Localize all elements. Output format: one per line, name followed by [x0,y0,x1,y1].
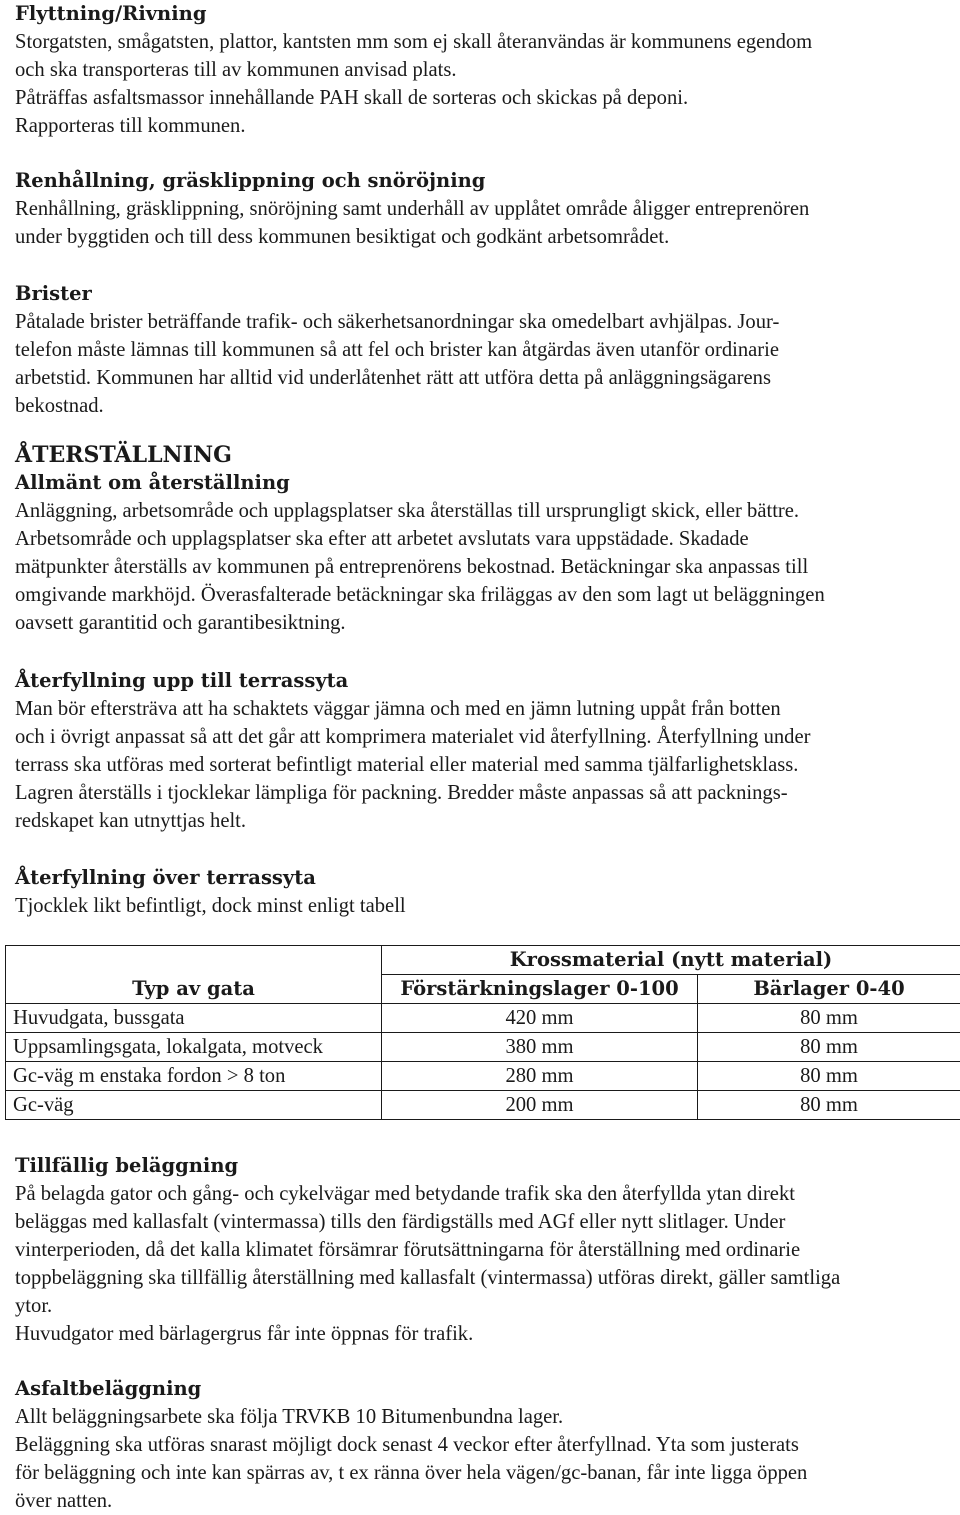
paragraph-line: och ska transporteras till av kommunen anvisad plats. [15,56,955,84]
paragraph-line: Huvudgator med bärlagergrus får inte öppnas för trafik. [15,1320,955,1348]
reinforcement-layer-cell: 200 mm [382,1091,698,1120]
section-flyttning [15,0,955,140]
paragraph-line: Renhållning, gräsklippning, snöröjning samt underhåll av upplåtet område åligger entreprenören [15,195,955,223]
table-group-header-row [6,946,960,975]
table-row [6,1091,960,1120]
section-brister [15,280,955,420]
paragraph-line: Anläggning, arbetsområde och upplagsplatser ska återställas till ursprungligt skick, eller bättre. [15,497,955,525]
street-type-cell: Gc-väg m enstaka fordon > 8 ton [6,1062,382,1091]
paragraph-line: Storgatsten, smågatsten, plattor, kantsten mm som ej skall återanvändas är kommunens egendom [15,28,955,56]
column-header: Förstärkningslager 0-100 [382,975,698,1004]
paragraph-line: över natten. [15,1487,955,1515]
paragraph-line: omgivande markhöjd. Överasfalterade betäckningar ska friläggas av den som lagt ut beläggningen [15,581,955,609]
table-row [6,1033,960,1062]
section-heading: Tillfällig beläggning [15,1152,955,1180]
paragraph-line: mätpunkter återställs av kommunen på entreprenörens bekostnad. Betäckningar ska anpassas till [15,553,955,581]
section-renhallning [15,167,955,251]
paragraph-line: redskapet kan utnyttjas helt. [15,807,955,835]
base-layer-cell: 80 mm [698,1091,960,1120]
paragraph-line: toppbeläggning ska tillfällig återställning med kallasfalt (vintermassa) utföras direkt, gäller samtliga [15,1264,955,1292]
reinforcement-layer-cell: 380 mm [382,1033,698,1062]
section-tillfallig-belaggning [15,1152,955,1348]
paragraph-line: för beläggning och inte kan spärras av, t ex ränna över hela vägen/gc-banan, får inte ligga öppen [15,1459,955,1487]
paragraph-line: arbetstid. Kommunen har alltid vid underlåtenhet rätt att utföra detta på anläggningsägarens [15,364,955,392]
base-layer-cell: 80 mm [698,1062,960,1091]
section-aterfyllning-upp [15,667,955,835]
paragraph-line: beläggas med kallasfalt (vintermassa) tills den färdigställs med AGf eller nytt slitlager. Under [15,1208,955,1236]
paragraph-line: vinterperioden, då det kalla klimatet försämrar förutsättningarna för återställning med ordinarie [15,1236,955,1264]
paragraph-line: oavsett garantitid och garantibesiktning. [15,609,955,637]
street-type-cell: Uppsamlingsgata, lokalgata, motveck [6,1033,382,1062]
base-layer-cell: 80 mm [698,1033,960,1062]
table-row [6,1062,960,1091]
paragraph-line: På belagda gator och gång- och cykelvägar med betydande trafik ska den återfyllda ytan direkt [15,1180,955,1208]
table-empty-cell [6,946,382,975]
paragraph-line: bekostnad. [15,392,955,420]
paragraph-line: Arbetsområde och upplagsplatser ska efter att arbetet avslutats vara uppstädade. Skadade [15,525,955,553]
street-type-cell: Huvudgata, bussgata [6,1004,382,1033]
paragraph-line: Rapporteras till kommunen. [15,112,955,140]
column-header: Typ av gata [6,975,382,1004]
section-heading: Flyttning/Rivning [15,0,955,28]
section-heading: Asfaltbeläggning [15,1375,955,1403]
paragraph-line: telefon måste lämnas till kommunen så att fel och brister kan åtgärdas även utanför ordinarie [15,336,955,364]
section-heading: Allmänt om återställning [15,469,955,497]
paragraph-line: Lagren återställs i tjocklekar lämpliga för packning. Bredder måste anpassas så att packnings- [15,779,955,807]
paragraph-line: Man bör eftersträva att ha schaktets väggar jämna och med en jämn lutning uppåt från botten [15,695,955,723]
paragraph-line: och i övrigt anpassat så att det går att komprimera materialet vid återfyllning. Återfyllning under [15,723,955,751]
paragraph-line: under byggtiden och till dess kommunen besiktigat och godkänt arbetsområdet. [15,223,955,251]
street-type-cell: Gc-väg [6,1091,382,1120]
paragraph-line: Allt beläggningsarbete ska följa TRVKB 10 Bitumenbundna lager. [15,1403,955,1431]
paragraph-line: Tjocklek likt befintligt, dock minst enligt tabell [15,892,955,920]
material-thickness-table [5,945,960,1120]
reinforcement-layer-cell: 420 mm [382,1004,698,1033]
section-heading: Renhållning, gräsklippning och snöröjning [15,167,955,195]
paragraph-line: Påträffas asfaltsmassor innehållande PAH skall de sorteras och skickas på deponi. [15,84,955,112]
section-aterstallning [15,441,955,637]
group-header-cell: Krossmaterial (nytt material) [382,946,960,975]
section-aterfyllning-over [15,864,955,920]
column-header: Bärlager 0-40 [698,975,960,1004]
base-layer-cell: 80 mm [698,1004,960,1033]
table-row [6,1004,960,1033]
section-heading: Brister [15,280,955,308]
section-asfaltbelaggning [15,1375,955,1515]
chapter-title: ÅTERSTÄLLNING [15,441,955,469]
section-heading: Återfyllning upp till terrassyta [15,667,955,695]
paragraph-line: terrass ska utföras med sorterat befintligt material eller material med samma tjälfarlighetsklass. [15,751,955,779]
paragraph-line: Påtalade brister beträffande trafik- och säkerhetsanordningar ska omedelbart avhjälpas. Jour- [15,308,955,336]
paragraph-line: Beläggning ska utföras snarast möjligt dock senast 4 veckor efter återfyllnad. Yta som justerats [15,1431,955,1459]
section-heading: Återfyllning över terrassyta [15,864,955,892]
paragraph-line: ytor. [15,1292,955,1320]
reinforcement-layer-cell: 280 mm [382,1062,698,1091]
table-header-row [6,975,960,1004]
